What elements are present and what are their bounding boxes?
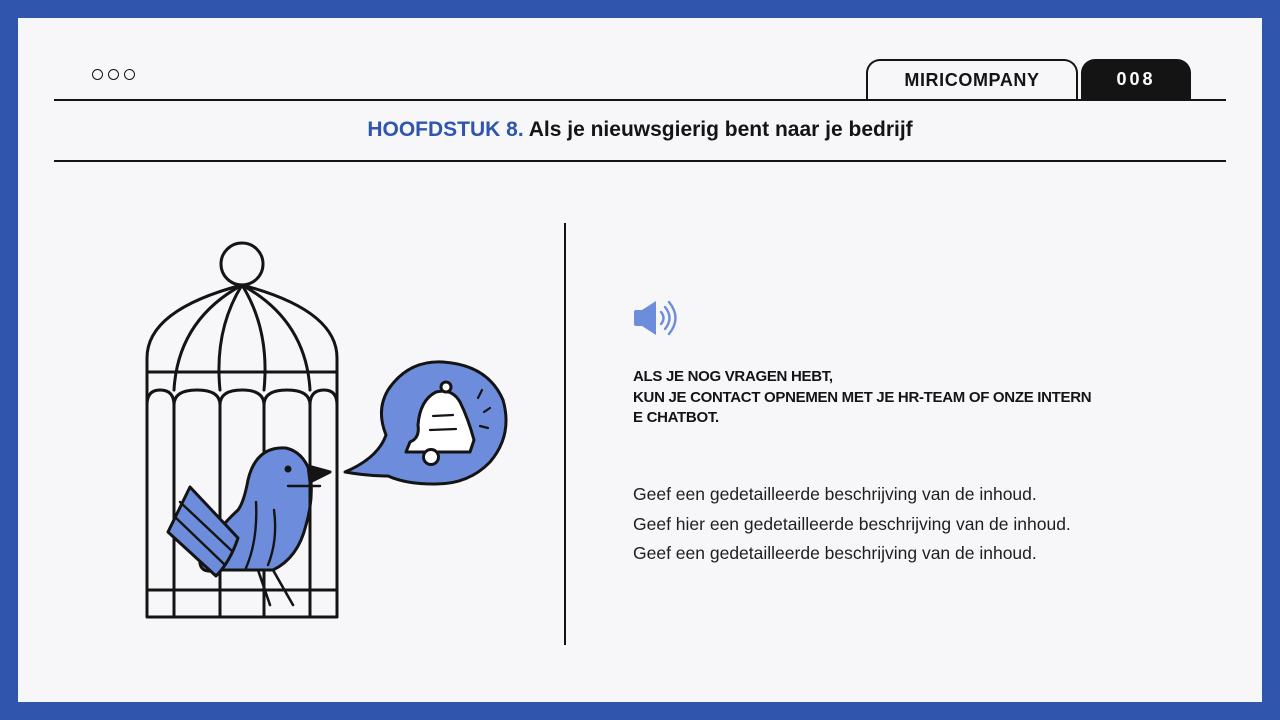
speaker-icon [632,298,678,338]
dot-icon [124,69,135,80]
chapter-label: HOOFDSTUK 8. [367,118,524,141]
heading-line: ALS JE NOG VRAGEN HEBT, [633,368,833,385]
window-dots-icon [92,69,135,80]
vertical-divider [564,223,566,645]
chapter-title: Als je nieuwsgierig bent naar je bedrijf [528,118,913,141]
description-line: Geef een gedetailleerde beschrijving van de inhoud. [633,484,1037,504]
title-divider [54,160,1226,162]
header-divider [54,99,1226,101]
description [633,480,1193,569]
bird-cage-illustration [138,240,518,630]
dot-icon [108,69,119,80]
dot-icon [92,69,103,80]
page-number-tab: 008 [1081,59,1191,100]
description-line: Geef een gedetailleerde beschrijving van de inhoud. [633,543,1037,563]
page-title [54,118,1226,142]
contact-heading [633,367,1153,429]
description-line: Geef hier een gedetailleerde beschrijving van de inhoud. [633,513,1071,534]
heading-line: KUN JE CONTACT OPNEMEN MET JE HR-TEAM OF ONZE INTERN [633,388,1092,406]
slide [18,18,1262,702]
heading-line: E CHATBOT. [633,409,719,426]
company-tab: MIRICOMPANY [866,59,1078,100]
